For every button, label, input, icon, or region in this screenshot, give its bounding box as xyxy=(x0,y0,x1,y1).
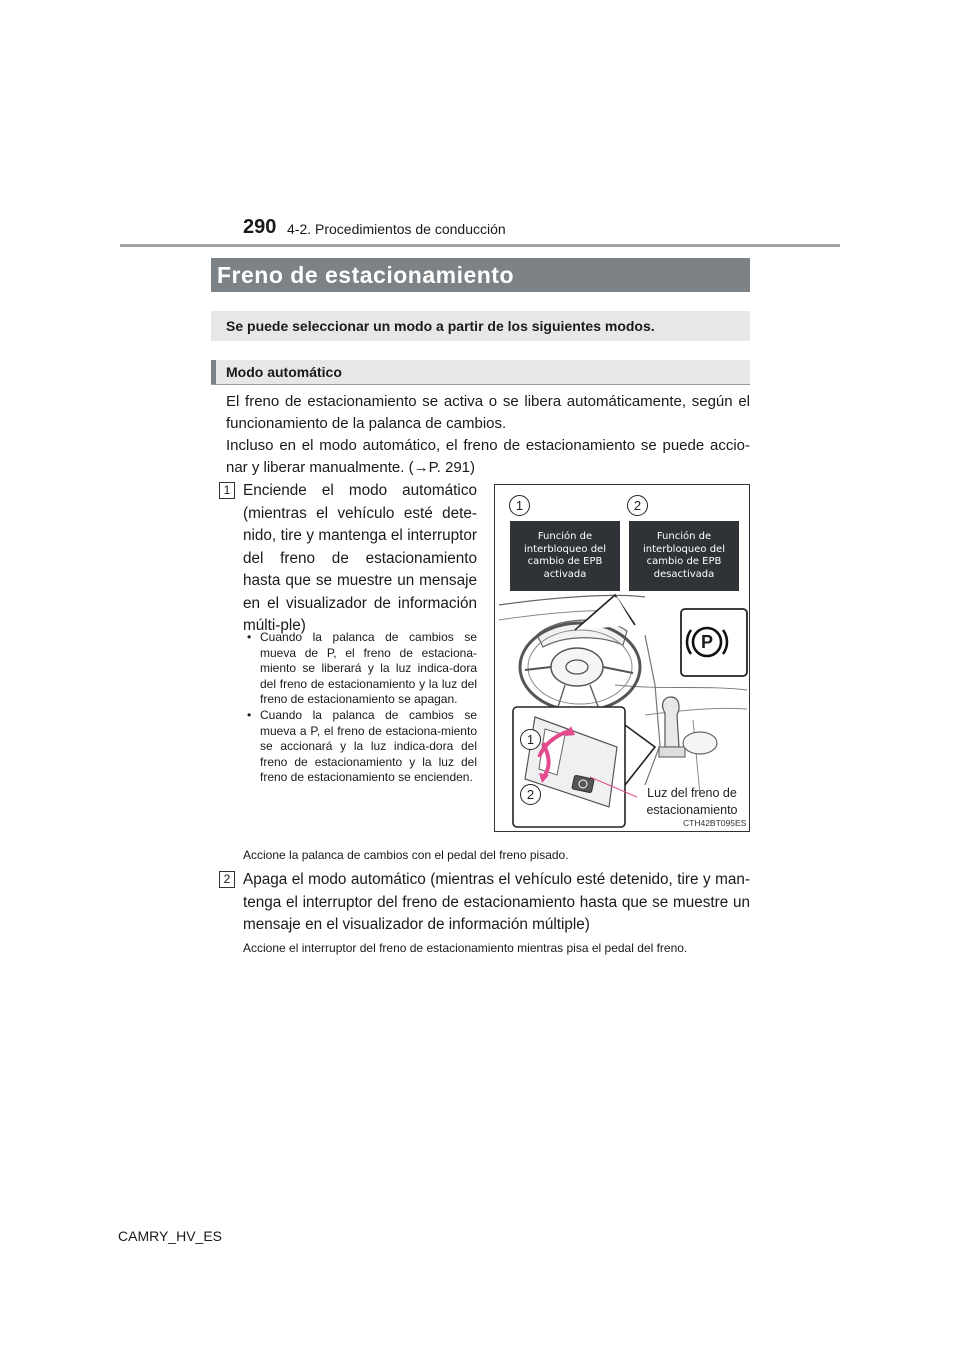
figure-code: CTH42BT095ES xyxy=(683,818,747,828)
subheading-rule xyxy=(211,384,750,385)
step-number-1: 1 xyxy=(219,482,235,499)
footer-model: CAMRY_HV_ES xyxy=(118,1228,223,1244)
epb-on-message: Función de interbloqueo del cambio de EPB activada xyxy=(510,521,620,591)
step-2-text: Apaga el modo automático (mientras el vehículo esté detenido, tire y man-tenga el interruptor del freno de estacionamiento hasta que se muestre un mensaje en el visualizador de información múltiple) xyxy=(243,871,750,933)
switch-arrow-1: 1 xyxy=(520,729,541,750)
section-breadcrumb: 4-2. Procedimientos de conducción xyxy=(287,221,506,237)
page-number: 290 xyxy=(243,216,277,238)
bullet-item: • Cuando la palanca de cambios se mueva a P, el freno de estaciona-miento se accionará y la luz indica-dora del freno de estacionamiento y la luz del freno de estacionamiento se encienden. xyxy=(243,708,477,786)
subheading: Modo automático xyxy=(211,360,750,385)
step-1-text: Enciende el modo automático (mientras el vehículo esté dete-nido, tire y mantenga el interruptor del freno de estacionamiento hasta que se muestre un mensaje en el visualizador de información múlti-ple) xyxy=(243,482,477,634)
step-2-note: Accione el interruptor del freno de estacionamiento mientras pisa el pedal del freno. xyxy=(243,941,688,955)
paragraph-2: Incluso en el modo automático, el freno de estacionamiento se puede accio-nar y liberar manualmente. (→P. 291) xyxy=(226,437,750,476)
bullet-item: • Cuando la palanca de cambios se mueva de P, el freno de estaciona-miento se liberará y la luz indica-dora del freno de estacionamiento y la luz del freno de estacionamiento se apagan. xyxy=(243,630,477,708)
paragraph-1: El freno de estacionamiento se activa o se libera automáticamente, según el funcionamiento de la palanca de cambios. xyxy=(226,393,750,432)
epb-off-message: Función de interbloqueo del cambio de EPB desactivada xyxy=(629,521,739,591)
step-number-2: 2 xyxy=(219,871,235,888)
page-title: Freno de estacionamiento xyxy=(211,258,750,292)
intro-box: Se puede seleccionar un modo a partir de los siguientes modos. xyxy=(211,311,750,341)
figure-callout-number-1: 1 xyxy=(509,495,530,516)
brake-light-label: Luz del freno de estacionamiento xyxy=(646,786,738,817)
figure-callout-number-2: 2 xyxy=(627,495,648,516)
step-1-bullet-list xyxy=(243,630,477,786)
indicator-letter: P xyxy=(700,632,713,652)
step-1-note: Accione la palanca de cambios con el pedal del freno pisado. xyxy=(243,848,569,862)
header-divider xyxy=(120,244,840,247)
switch-arrow-2: 2 xyxy=(520,784,541,805)
parking-brake-indicator-icon xyxy=(684,622,730,662)
